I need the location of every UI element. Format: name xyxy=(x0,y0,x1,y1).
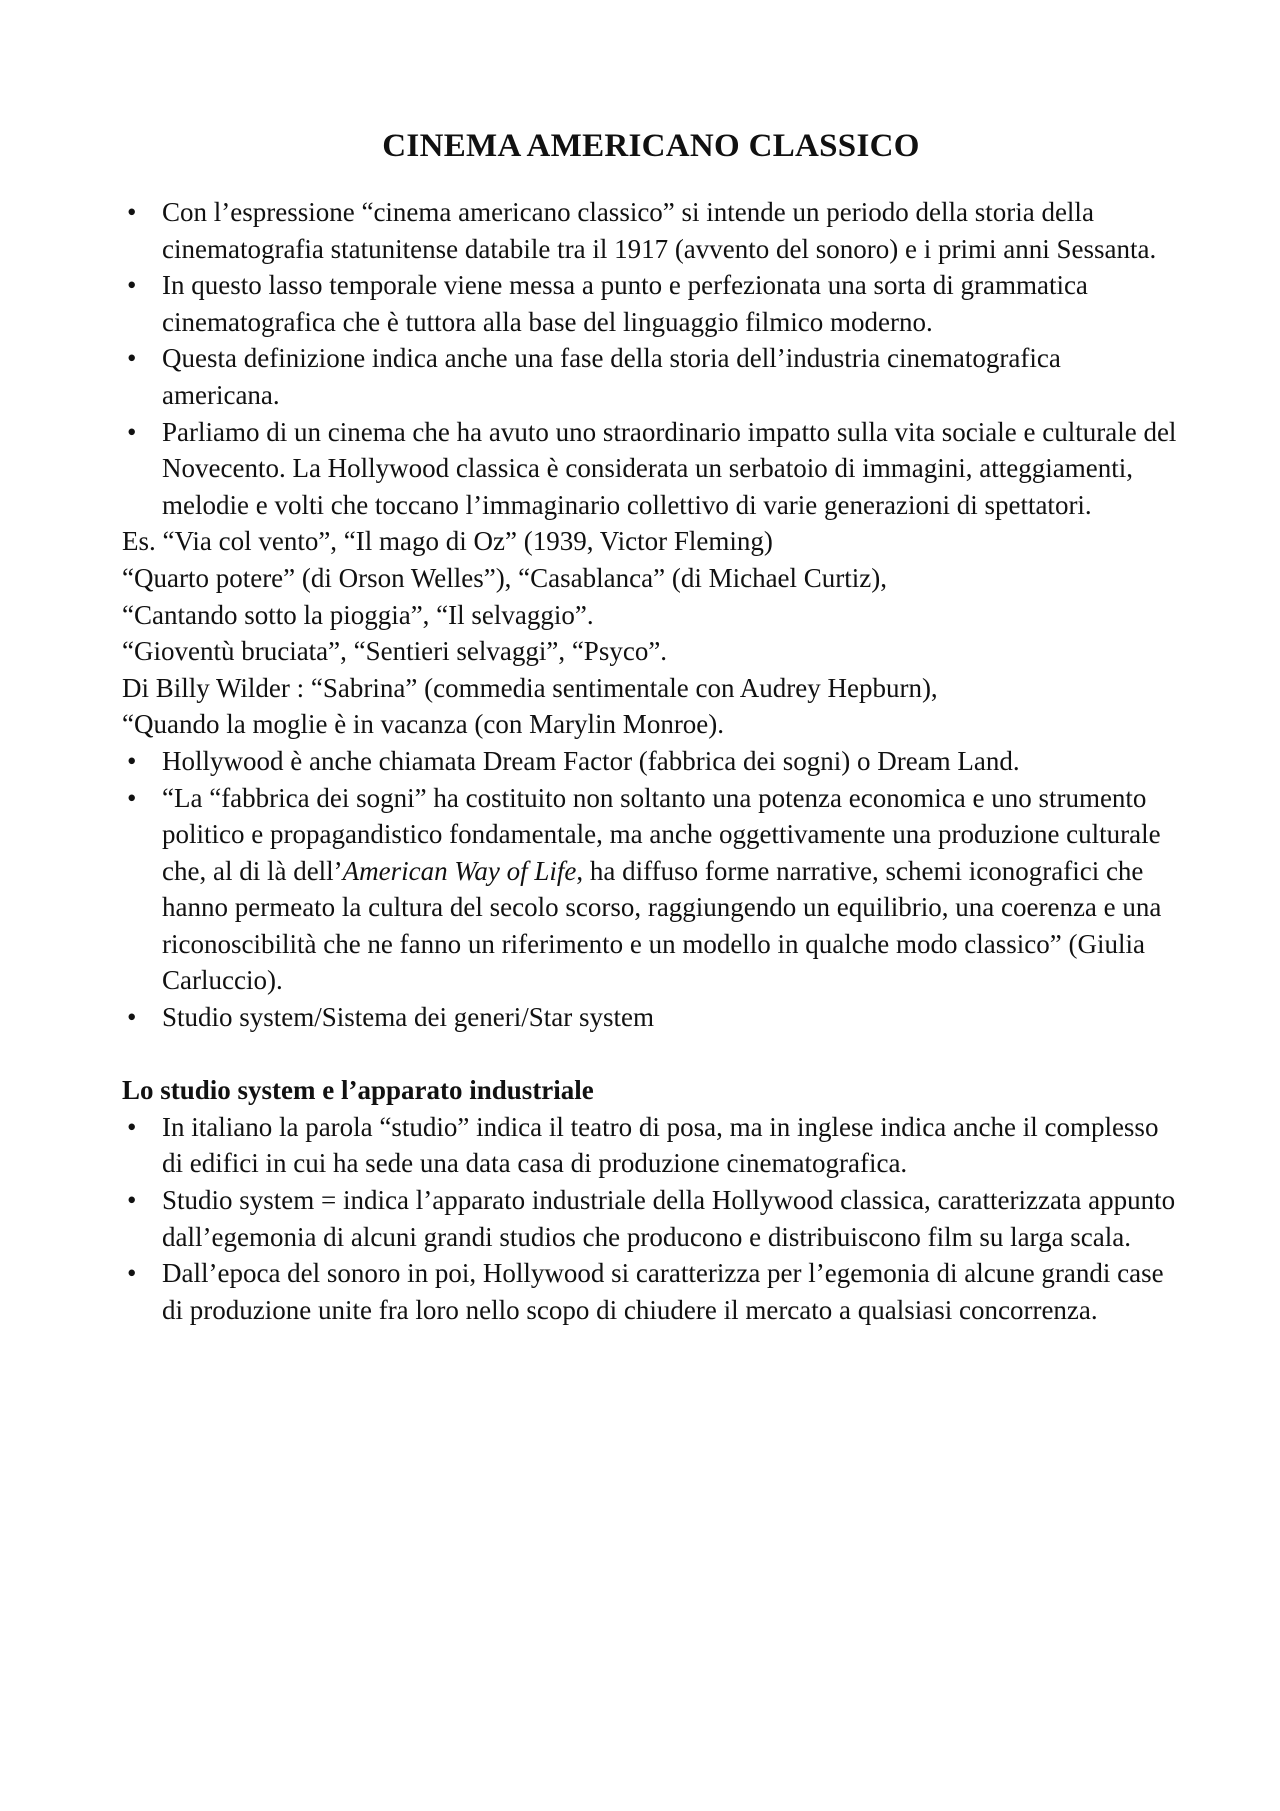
section-heading: Lo studio system e l’apparato industriale xyxy=(122,1075,594,1106)
bullet-item: • Dall’epoca del sonoro in poi, Hollywood si caratterizza per l’egemonia di alcune grandi case di produzione unite fra loro nello scopo di chiudere il mercato a qualsiasi concorrenza. xyxy=(122,1255,1180,1328)
hollywood-bullet-list xyxy=(122,743,1180,1036)
film-examples xyxy=(122,523,1180,743)
bullet-item: • Con l’espressione “cinema americano classico” si intende un periodo della storia della cinematografia statunitense databile tra il 1917 (avvento del sonoro) e i primi anni Sessanta. xyxy=(122,194,1180,267)
document-body xyxy=(122,194,1180,1328)
example-line: Di Billy Wilder : “Sabrina” (commedia sentimentale con Audrey Hepburn), xyxy=(122,672,938,703)
example-line: “Cantando sotto la pioggia”, “Il selvaggio”. xyxy=(122,599,594,630)
example-line: “Quando la moglie è in vacanza (con Marylin Monroe). xyxy=(122,709,725,740)
quote-text-end: , ha diffuso forme narrative, schemi iconografici che hanno permeato la cultura del secolo scorso, raggiungendo un equilibrio, una coerenza e una riconoscibilità che ne fanno un riferimento e un modello in qualche modo classico” (Giulia Carluccio). xyxy=(162,855,1162,996)
example-line: “Gioventù bruciata”, “Sentieri selvaggi”, “Psyco”. xyxy=(122,636,668,667)
example-line: Es. “Via col vento”, “Il mago di Oz” (1939, Victor Fleming) xyxy=(122,526,773,557)
studio-system-bullet-list xyxy=(122,1109,1180,1329)
quote-bullet-item xyxy=(122,780,1180,1000)
bullet-item: • Parliamo di un cinema che ha avuto uno straordinario impatto sulla vita sociale e culturale del Novecento. La Hollywood classica è considerata un serbatoio di immagini, atteggiamenti, melodie e volti che toccano l’immaginario collettivo di varie generazioni di spettatori. xyxy=(122,414,1180,524)
bullet-item: • In questo lasso temporale viene messa a punto e perfezionata una sorta di grammatica cinematografica che è tuttora alla base del linguaggio filmico moderno. xyxy=(122,267,1180,340)
bullet-item: • In italiano la parola “studio” indica il teatro di posa, ma in inglese indica anche il complesso di edifici in cui ha sede una data casa di produzione cinematografica. xyxy=(122,1109,1180,1182)
example-line: “Quarto potere” (di Orson Welles”), “Casablanca” (di Michael Curtiz), xyxy=(122,562,888,593)
intro-bullet-list xyxy=(122,194,1180,523)
document-title: CINEMA AMERICANO CLASSICO xyxy=(382,128,920,164)
bullet-item: • Studio system = indica l’apparato industriale della Hollywood classica, caratterizzata appunto dall’egemonia di alcuni grandi studios che producono e distribuiscono film su larga scala. xyxy=(122,1182,1180,1255)
bullet-item: • Questa definizione indica anche una fase della storia dell’industria cinematografica americana. xyxy=(122,340,1180,413)
quote-text-start: “La “fabbrica dei sogni” ha costituito non soltanto una potenza economica e uno strumento politico e propagandistico fondamentale, ma anche oggettivamente una produzione culturale che, al di là dell’ xyxy=(162,782,1161,886)
bullet-item: • Studio system/Sistema dei generi/Star system xyxy=(122,999,1180,1036)
document-page xyxy=(122,124,1180,1328)
bullet-item: • Hollywood è anche chiamata Dream Factor (fabbrica dei sogni) o Dream Land. xyxy=(122,743,1180,780)
quote-italic-text: American Way of Life xyxy=(342,855,577,886)
